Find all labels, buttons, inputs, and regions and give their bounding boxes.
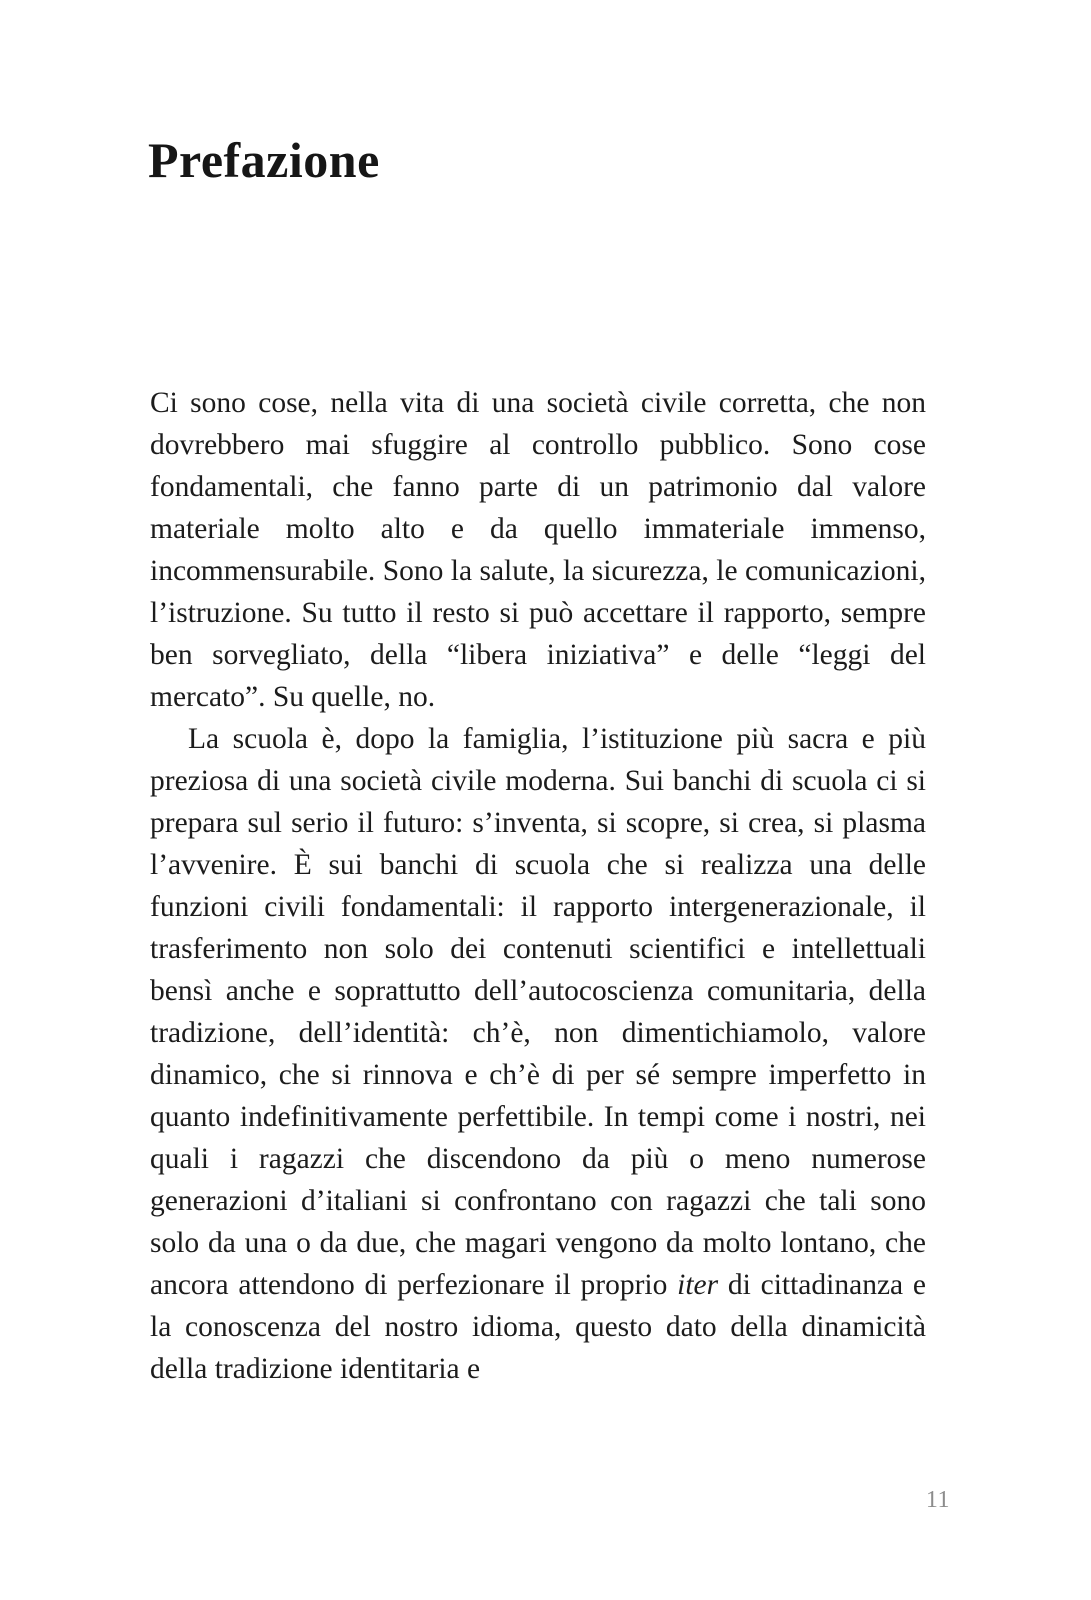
paragraph-2-text-start: La scuola è, dopo la famiglia, l’istituzione più sacra e più preziosa di una società civile moderna. Sui banchi di scuola ci si prepara sul serio il futuro: s’inventa, si scopre, si crea, si plasma l’avvenire. È sui banchi di scuola che si realizza una delle funzioni civili fondamentali: il rapporto intergenerazionale, il trasferimento non solo dei contenuti scientifici e intellettuali bensì anche e soprattutto dell’autocoscienza comunitaria, della tradizione, dell’identità: ch’è, non dimentichiamolo, valore dinamico, che si rinnova e ch’è di per sé sempre imperfetto in quanto indefinitivamente perfettibile. In tempi come i nostri, nei quali i ragazzi che discendono da più o meno numerose generazioni d’italiani si confrontano con ragazzi che tali sono solo da una o da due, che magari vengono da molto lontano, che ancora attendono di perfezionare il proprio [150, 723, 926, 1301]
page-number: 11 [925, 1487, 950, 1513]
page-title: Prefazione [148, 132, 380, 188]
paragraph-2-text-end: di cittadinanza e la conoscenza del nostro idioma, questo dato della dinamicità della tradizione identitaria e [150, 1269, 926, 1385]
body-text-block [150, 382, 926, 1390]
paragraph-1: Ci sono cose, nella vita di una società civile corretta, che non dovrebbero mai sfuggire al controllo pubblico. Sono cose fondamentali, che fanno parte di un patrimonio dal valore materiale molto alto e da quello immateriale immenso, incommensurabile. Sono la salute, la sicurezza, le comunicazioni, l’istruzione. Su tutto il resto si può accettare il rapporto, sempre ben sorvegliato, della “libera iniziativa” e delle “leggi del mercato”. Su quelle, no. [150, 387, 926, 713]
paragraph-2-italic-term: iter [677, 1269, 719, 1301]
paragraph-2 [150, 718, 926, 1390]
